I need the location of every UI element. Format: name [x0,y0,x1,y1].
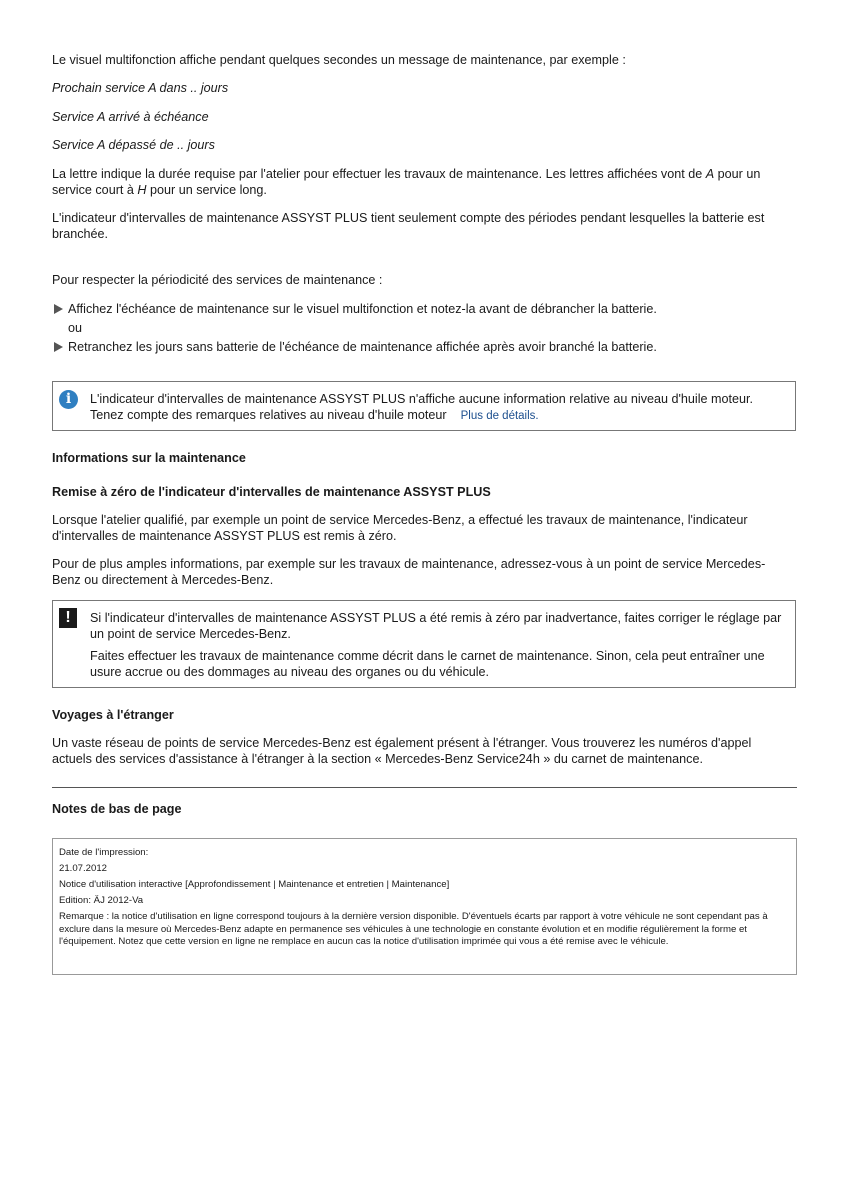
heading-maintenance-info: Informations sur la maintenance [52,451,246,465]
info-icon: i [59,390,78,409]
warning-note-text: Faites effectuer les travaux de maintenance comme décrit dans le carnet de maintenance. Sinon, cela peut entraîner une usure accrue ou des dommages au niveau des organes ou du véhicule. [90,649,765,679]
battery-paragraph: L'indicateur d'intervalles de maintenance ASSYST PLUS tient seulement compte des périodes pendant lesquelles la batterie est branchée. [52,211,765,241]
letter-h: H [137,183,147,197]
document-path: Notice d'utilisation interactive [Approfondissement | Maintenance et entretien | Maintenance] [59,879,450,890]
warning-note-box [52,600,796,688]
travel-paragraph: Un vaste réseau de points de service Mercedes-Benz est également présent à l'étranger. Vous trouverez les numéros d'appel actuels des services d'assistance à l'étranger à la section « Mercedes-Benz Service24h » du carnet de maintenance. [52,736,752,766]
respect-paragraph: Pour respecter la périodicité des services de maintenance : [52,273,383,287]
more-details-link[interactable]: Plus de détails. [460,410,539,422]
message-example: Service A dépassé de .. jours [52,138,215,152]
letter-text: La lettre indique la durée requise par l'atelier pour effectuer les travaux de maintenance. Les lettres affichées vont de [52,167,706,181]
info-note-text [90,391,790,424]
print-date: 21.07.2012 [59,863,108,874]
more-info-paragraph: Pour de plus amples informations, par exemple sur les travaux de maintenance, adressez-vous à un point de service Mercedes-Benz ou directement à Mercedes-Benz. [52,557,766,587]
warning-note-text: Si l'indicateur d'intervalles de maintenance ASSYST PLUS a été remis à zéro par inadvertance, faites corriger le réglage par un point de service Mercedes-Benz. [90,611,782,641]
message-example: Service A arrivé à échéance [52,110,209,124]
footnote-box [52,838,797,975]
intro-paragraph: Le visuel multifonction affiche pendant quelques secondes un message de maintenance, par exemple : [52,53,626,67]
reset-paragraph: Lorsque l'atelier qualifié, par exemple un point de service Mercedes-Benz, a effectué les travaux de maintenance, l'indicateur d'intervalles de maintenance ASSYST PLUS est remis à zéro. [52,513,748,543]
remark-text: Remarque : la notice d'utilisation en ligne correspond toujours à la dernière version disponible. D'éventuels écarts par rapport à votre véhicule ne sont cependant pas à exclure dans la mesure où Mercedes-Benz adapte en permanence ses véhicules à une technologie en constante évolution et en modifie régulièrement la forme et l'équipement. Notez que cette version en ligne ne remplace en aucun cas la notice d'utilisation imprimée qui vous a été remise avec le véhicule. [59,911,768,947]
heading-footnotes: Notes de bas de page [52,802,182,816]
letter-text: pour un service court à [52,167,761,197]
triangle-bullet-icon [54,304,63,314]
info-note-line-text: Tenez compte des remarques relatives au niveau d'huile moteur [90,408,447,422]
info-note-line: L'indicateur d'intervalles de maintenance ASSYST PLUS n'affiche aucune information relative au niveau d'huile moteur. [90,392,754,406]
print-date-label: Date de l'impression: [59,847,149,858]
message-example: Prochain service A dans .. jours [52,81,229,95]
triangle-bullet-icon [54,342,63,352]
info-note-line [90,407,790,424]
bullet-text: Affichez l'échéance de maintenance sur le visuel multifonction et notez-la avant de débrancher la batterie. [68,302,657,316]
letter-a: A [705,167,715,181]
section-divider [52,787,797,788]
heading-travel: Voyages à l'étranger [52,708,174,722]
heading-reset: Remise à zéro de l'indicateur d'intervalles de maintenance ASSYST PLUS [52,485,491,499]
edition-text: Edition: ÄJ 2012-Va [59,895,144,906]
letter-text: pour un service long. [146,183,267,197]
warning-icon: ! [59,608,77,628]
info-note-box [52,381,796,431]
or-text: ou [68,321,83,335]
letter-paragraph [52,166,792,198]
bullet-text: Retranchez les jours sans batterie de l'échéance de maintenance affichée après avoir branché la batterie. [68,340,657,354]
